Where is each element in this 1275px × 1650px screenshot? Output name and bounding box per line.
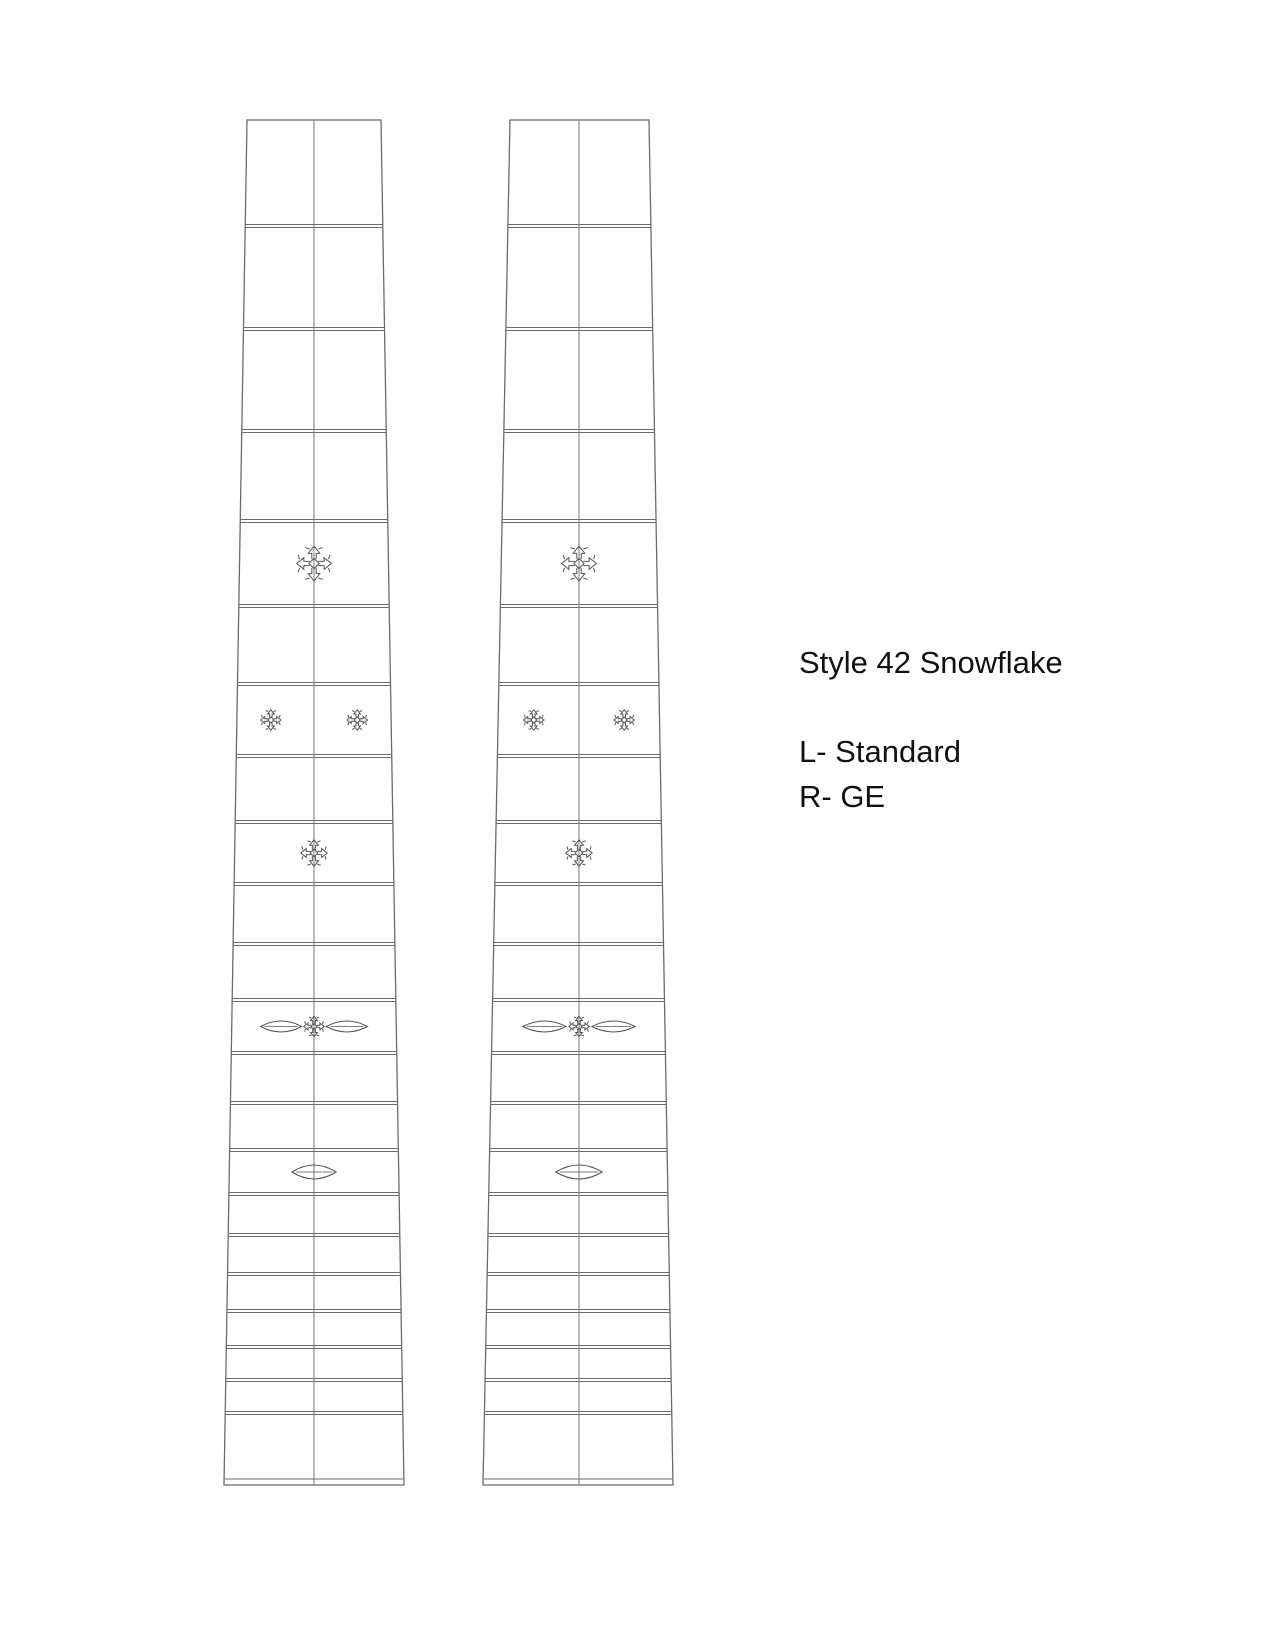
snowflake-inlay-icon: [524, 710, 544, 730]
fretboard-standard: [224, 120, 404, 1485]
fretboard-outline: [483, 120, 673, 1485]
snowflake-inlay-icon: [614, 710, 634, 730]
fretboard-ge: [483, 120, 673, 1485]
snowflake-inlay-icon: [261, 710, 281, 730]
legend-left-standard: L- Standard: [799, 734, 961, 769]
legend-right-ge: R- GE: [799, 779, 886, 814]
diagram-title: Style 42 Snowflake: [799, 645, 1063, 680]
snowflake-inlay-icon: [347, 710, 367, 730]
